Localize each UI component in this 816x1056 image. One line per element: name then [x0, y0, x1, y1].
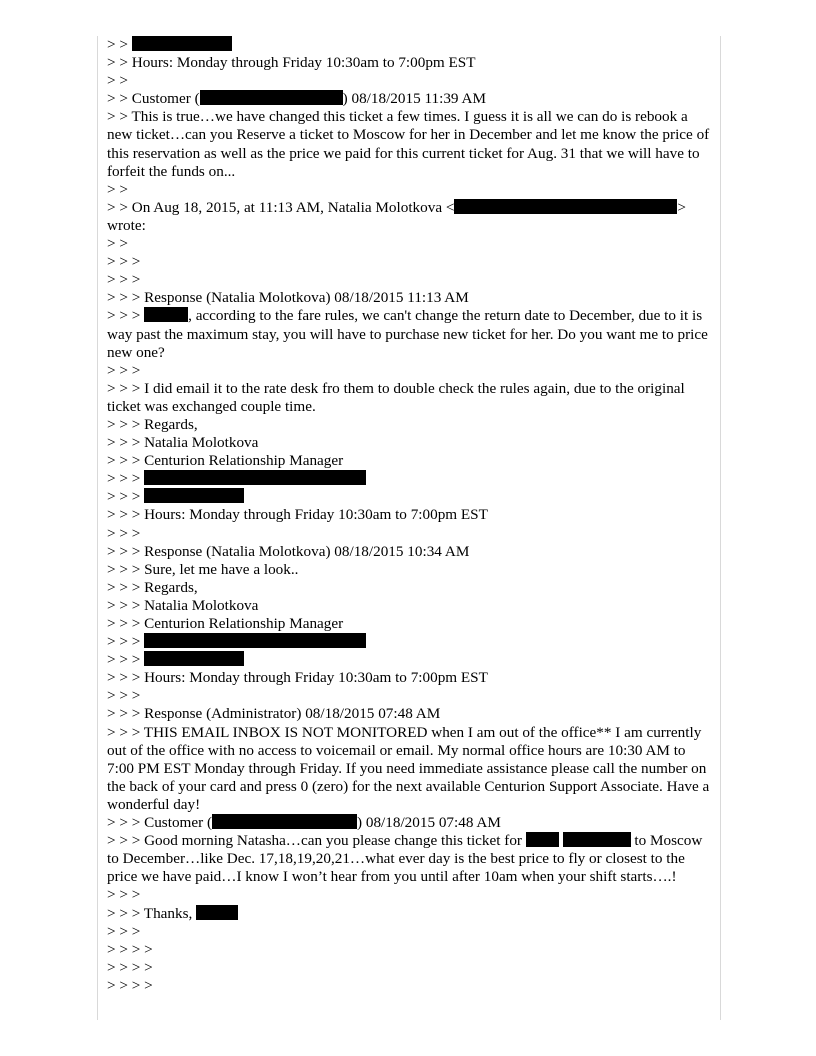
thread-line: > > > Good morning Natasha…can you please change this ticket for to Moscow to December…like Dec. 17,18,19,20,21…what ever day is the best price to fly or closest to the price we have paid…I know I won’t hear from you until after 10am when your shift starts….!	[107, 832, 703, 886]
thread-line: > > > Centurion Relationship Manager	[107, 615, 344, 632]
thread-line: > > > Response (Administrator) 08/18/2015 07:48 AM	[107, 705, 441, 723]
thread-line: > > Customer ( ) 08/18/2015 11:39 AM	[107, 90, 486, 108]
thread-line: > > > Customer ( ) 08/18/2015 07:48 AM	[107, 814, 501, 832]
redaction	[144, 651, 244, 666]
thread-line: > > > Thanks,	[107, 905, 713, 923]
thread-line: > > > Natalia Molotkova	[107, 434, 259, 452]
thread-line: > > >	[107, 271, 141, 289]
redaction	[144, 488, 244, 503]
thread-line: > > This is true…we have changed this ticket a few times. I guess it is all we can do is rebook a new ticket…can you Reserve a ticket to Moscow for her in December and let me know the price of this reservation as well as the price we paid for this current ticket for Aug. 31 that we will have to forfeit the funds on...	[107, 108, 710, 180]
thread-line: > > On Aug 18, 2015, at 11:13 AM, Natalia Molotkova < > wrote:	[107, 198, 686, 234]
thread-line: > > > THIS EMAIL INBOX IS NOT MONITORED when I am out of the office** I am currently out of the office with no access to voicemail or email. My normal office hours are 10:30 AM to 7:00 PM EST Monday through Friday. If you need immediate assistance please call the number on the back of your card and press 0 (zero) for the next available Centurion Support Associate. Have a wonderful day!	[107, 723, 710, 813]
thread-line: > > > >	[107, 976, 153, 994]
thread-line: > > >	[107, 524, 141, 542]
thread-line: > > > Response (Natalia Molotkova) 08/18/2015 11:13 AM	[107, 289, 469, 307]
thread-line: > > > >	[107, 958, 153, 976]
thread-line: > > > Sure, let me have a look..	[107, 560, 299, 578]
thread-line: > > >	[107, 886, 141, 904]
thread-line: > > > Hours: Monday through Friday 10:30am to 7:00pm EST	[107, 669, 488, 687]
redaction	[144, 470, 366, 485]
thread-line: > > >	[107, 651, 713, 669]
thread-line: > > > Regards,	[107, 415, 198, 433]
thread-line: > > Hours: Monday through Friday 10:30am to 7:00pm EST	[107, 54, 476, 72]
redaction	[212, 814, 357, 829]
thread-line: > >	[107, 36, 713, 54]
thread-line: > >	[107, 72, 128, 90]
thread-line: > > >	[107, 470, 713, 488]
thread-line: > > > Hours: Monday through Friday 10:30am to 7:00pm EST	[107, 506, 488, 524]
thread-line: > > > Natalia Molotkova	[107, 596, 259, 614]
redaction	[200, 90, 343, 105]
thread-line: > > > Centurion Relationship Manager	[107, 452, 344, 470]
redaction	[563, 832, 631, 847]
email-thread	[107, 36, 713, 995]
thread-line: > > >	[107, 922, 141, 940]
redaction	[132, 36, 232, 51]
redaction	[454, 199, 677, 214]
thread-line: > > >	[107, 687, 141, 705]
thread-line: > > >	[107, 253, 141, 271]
redaction	[526, 832, 559, 847]
thread-line: > >	[107, 180, 128, 198]
thread-line: > > >	[107, 488, 713, 506]
thread-line: > > > Response (Natalia Molotkova) 08/18/2015 10:34 AM	[107, 542, 470, 560]
thread-line: > >	[107, 235, 128, 253]
redaction	[144, 633, 366, 648]
thread-line: > > >	[107, 633, 713, 651]
thread-line: > > > >	[107, 940, 153, 958]
thread-line: > > > , according to the fare rules, we can't change the return date to December, due to it is way past the maximum stay, you will have to purchase new ticket for her. Do you want me to price new one?	[107, 307, 708, 361]
thread-line: > > > I did email it to the rate desk fro them to double check the rules again, due to the original ticket was exchanged couple time.	[107, 379, 685, 415]
redaction	[144, 307, 188, 322]
thread-line: > > > Regards,	[107, 578, 198, 596]
redaction	[196, 905, 238, 920]
thread-line: > > >	[107, 361, 141, 379]
